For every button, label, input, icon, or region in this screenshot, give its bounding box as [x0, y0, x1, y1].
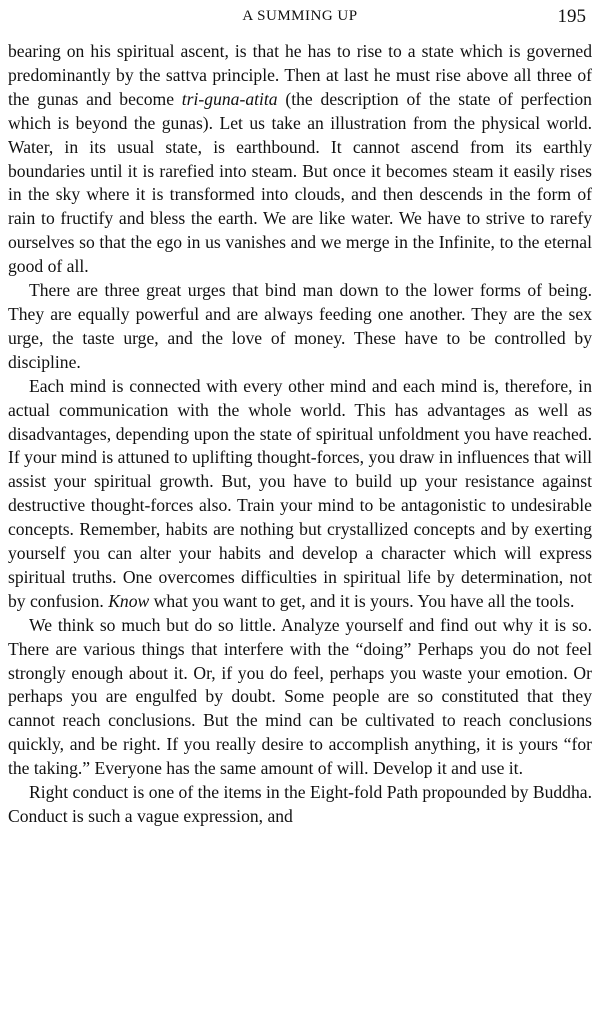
paragraph-4: We think so much but do so little. Analyze yourself and find out why it is so. There are various things that interfere with the “doing” Perhaps you do not feel strongly enough about it. Or, if you do feel, perhaps you waste your emotion. Or perhaps you are engulfed by doubt. Some people are so constituted that they cannot reach conclusions. But the mind can be cultivated to reach conclusions quickly, and be right. If you really desire to accomplish anything, it is yours “for the taking.” Everyone has the same amount of will. Develop it and use it.: [8, 614, 592, 779]
emphasis-know: Know: [108, 590, 150, 611]
page-header: [8, 6, 592, 32]
emphasis-term: tri-guna-atita: [181, 88, 278, 109]
page-number: 195: [557, 6, 586, 27]
body-text: [8, 40, 592, 829]
paragraph-1: bearing on his spiritual ascent, is that he has to rise to a state which is governed predominantly by the sattva principle. Then at last he must rise above all three of the gunas and become tri-guna-atita (the description of the state of perfection which is beyond the gunas). Let us take an illustration from the physical world. Water, in its usual state, is earthbound. It cannot ascend from its earthly boundaries until it is rarefied into steam. But once it becomes steam it easily rises in the sky where it is transformed into clouds, and then descends in the form of rain to fructify and bless the earth. We are like water. We have to strive to rarefy ourselves so that the ego in us vanishes and we merge in the Infinite, to the eternal good of all.: [8, 41, 592, 277]
paragraph-2: There are three great urges that bind man down to the lower forms of being. They are equally powerful and are always feeding one another. They are the sex urge, the taste urge, and the love of money. These have to be controlled by discipline.: [8, 280, 592, 372]
paragraph-5: Right conduct is one of the items in the Eight-fold Path propounded by Buddha. Conduct is such a vague expression, and: [8, 782, 592, 826]
paragraph-3: Each mind is connected with every other mind and each mind is, therefore, in actual communication with the whole world. This has advantages as well as disadvantages, depending upon the state of spiritual unfoldment you have reached. If your mind is attuned to uplifting thought-forces, you draw in influences that will assist your spiritual growth. But, you have to build up your resistance against destructive thought-forces also. Train your mind to be antagonistic to undesirable concepts. Remember, habits are nothing but crystallized concepts and by exerting yourself you can alter your habits and develop a character which will express spiritual truths. One overcomes difficulties in spiritual life by determination, not by confusion. Know what you want to get, and it is yours. You have all the tools.: [8, 375, 592, 611]
running-title: A SUMMING UP: [242, 8, 358, 24]
